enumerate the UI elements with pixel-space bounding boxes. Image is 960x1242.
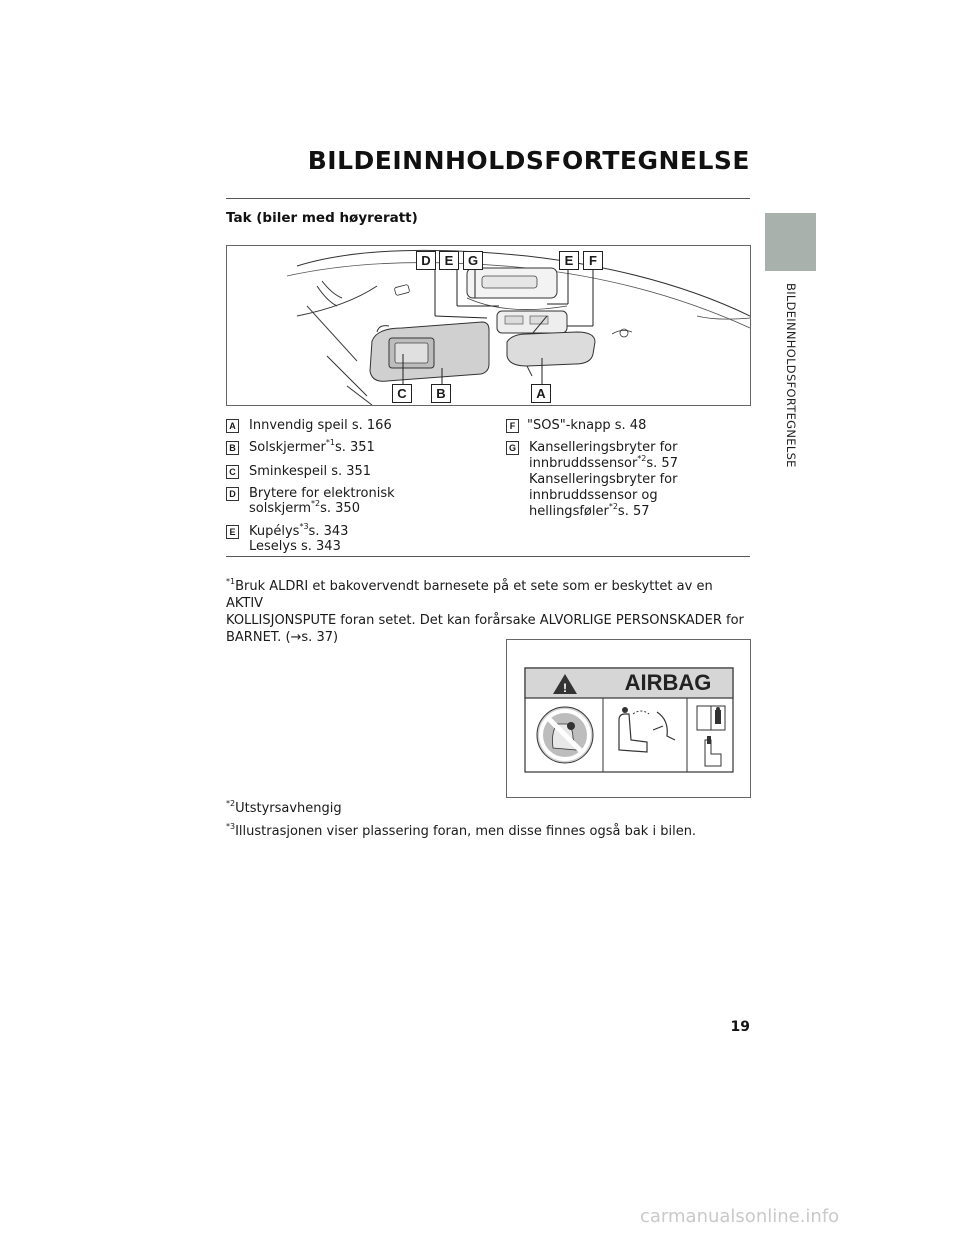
airbag-warning-label [506, 639, 751, 798]
letter-box-C: C [226, 465, 239, 479]
legend-text-C: Sminkespeil s. 351 [249, 464, 372, 479]
chapter-side-label: BILDEINNHOLDSFORTEGNELSE [784, 283, 798, 468]
letter-box-A: A [226, 419, 239, 433]
callout-A: A [531, 384, 551, 403]
watermark: carmanualsonline.info [640, 1206, 840, 1227]
header-rule [226, 198, 750, 199]
legend-rule [226, 556, 750, 557]
letter-box-B: B [226, 441, 239, 455]
page-number: 19 [730, 1019, 750, 1035]
letter-box-D: D [226, 487, 239, 501]
roof-line-drawing [227, 246, 750, 405]
svg-text:!: ! [563, 681, 567, 695]
letter-box-F: F [506, 419, 519, 433]
callout-C: C [392, 384, 412, 403]
callout-E-right: E [559, 251, 579, 270]
note-1: $^{*1}$Bruk ALDRI et bakovervendt barnesete på et sete som er beskyttet av en AKTIV KOLLISJONSPUTE foran setet. Det kan forårsake ALVORLIGE PERSONSKADER for BARNET. (→s. 37) [226, 576, 744, 645]
chapter-tab [765, 213, 816, 271]
callout-D: D [416, 251, 436, 270]
letter-box-E: E [226, 525, 239, 539]
letter-box-G: G [506, 441, 519, 455]
note-2: $^{*2}$Utstyrsavhengig [226, 798, 342, 816]
callout-E-left: E [439, 251, 459, 270]
callout-F: F [583, 251, 603, 270]
legend-text-D: Brytere for elektronisk solskjerm$^{*2}$s. 350 [249, 486, 395, 516]
legend-text-B: Solskjermer$^{*1}$s. 351 [249, 437, 375, 455]
airbag-label-title: AIRBAG [624, 670, 712, 695]
legend-text-G: Kanselleringsbryter for innbruddssensor$^{*2}$s. 57 Kanselleringsbryter for innbruddssensor og hellingsføler$^{*2}$s. 57 [529, 440, 678, 519]
callout-B: B [431, 384, 451, 403]
legend-text-E: Kupélys$^{*3}$s. 343 Leselys s. 343 [249, 521, 349, 554]
note-3: $^{*3}$Illustrasjonen viser plassering foran, men disse finnes også bak i bilen. [226, 821, 697, 839]
page-header-title: BILDEINNHOLDSFORTEGNELSE [307, 146, 750, 175]
legend-text-F: "SOS"-knapp s. 48 [527, 418, 647, 433]
callout-G: G [463, 251, 483, 270]
roof-illustration [226, 245, 751, 406]
section-title: Tak (biler med høyreratt) [226, 210, 418, 226]
legend-text-A: Innvendig speil s. 166 [249, 418, 392, 433]
airbag-label-graphic [507, 640, 750, 797]
